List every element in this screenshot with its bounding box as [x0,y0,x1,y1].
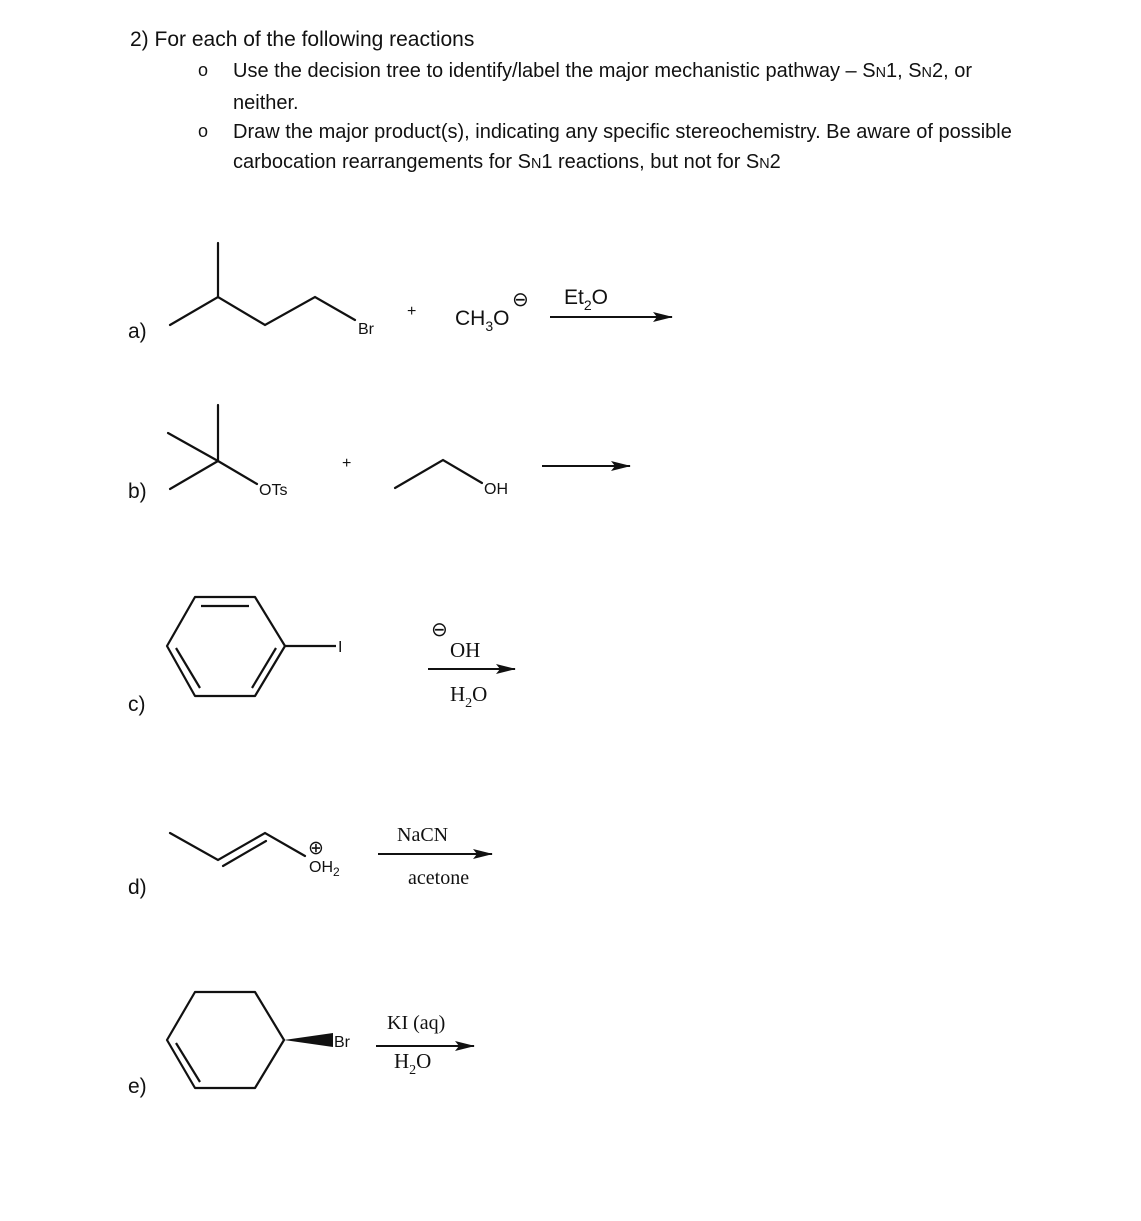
reaction-e-cyclohexene-ring [167,992,284,1088]
bullet-1-mid2: 2, or [931,60,972,82]
reaction-b-substrate [168,405,257,489]
bullet-marker: o [198,60,209,80]
reaction-c-anion-charge: ⊖ [431,619,448,641]
subscript-n: N [921,65,932,81]
reaction-e-solvent: $H_2O$ [394,1049,432,1078]
reaction-e-reagent: KI (aq) [387,1012,446,1034]
subscript-n: N [530,156,542,172]
reaction-b-plus: + [342,455,352,472]
reaction-a-plus: + [407,303,417,320]
bullet-2-suffix: 2 [769,151,781,173]
bullet-2-prefix: carbocation rearrangements for S [233,151,531,173]
reaction-b-leaving-group: OTs [259,482,288,499]
bullet-marker: o [198,121,209,141]
reaction-d-reagent: NaCN [397,824,449,846]
reaction-b-nucleophile [395,460,482,488]
question-title: 2) For each of the following reactions [130,28,475,51]
reaction-d-solvent: acetone [408,867,470,889]
reaction-a-leaving-group: Br [358,321,374,338]
reaction-a-anion-charge: ⊖ [512,289,529,311]
reaction-a-solvent: $Et_2O$ [564,286,608,313]
reaction-b-label: b) [128,480,147,503]
reaction-c-benzene-ring [167,597,336,696]
subscript-n: N [759,156,770,172]
reaction-d-cation-charge: ⊕ [308,838,324,859]
reaction-e-label: e) [128,1075,147,1098]
bullet-2-line1: Draw the major product(s), indicating any specific stereochemistry. Be aware of possible [233,121,1012,143]
reaction-a-substrate [170,243,355,325]
reaction-e-wedge-bond [284,1033,333,1047]
bullet-1-prefix: Use the decision tree to identify/label the major mechanistic pathway – S [233,60,876,82]
reaction-c-solvent: $H_2O$ [450,682,488,711]
reaction-c-label: c) [128,693,146,716]
bullet-1-line2: neither. [233,92,299,114]
bullet-2-mid: 1 reactions, but not for S [541,151,760,173]
reaction-d-substrate [170,833,305,866]
reaction-a-reagent: $CH_3O$ [455,307,510,334]
reaction-c-reagent: OH [450,638,481,662]
reaction-a-label: a) [128,320,147,343]
bullet-1-mid1: 1, S [885,60,922,82]
reaction-d-label: d) [128,876,147,899]
reaction-e-leaving-group: Br [334,1034,350,1051]
reaction-b-hydroxyl: OH [484,481,508,498]
subscript-n: N [875,65,886,81]
reaction-c-leaving-group: I [338,639,343,656]
reaction-d-leaving-group: $OH_2$ [309,859,340,879]
